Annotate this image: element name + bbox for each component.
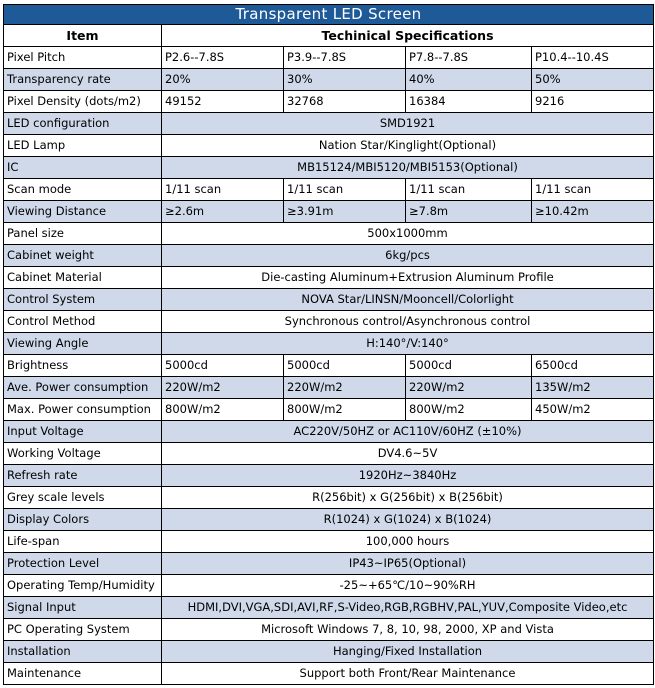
row-value: NOVA Star/LINSN/Mooncell/Colorlight <box>162 289 654 311</box>
row-value: 5000cd <box>406 355 532 377</box>
row-value: 49152 <box>162 91 284 113</box>
row-value: 800W/m2 <box>406 399 532 421</box>
row-value: 1920Hz~3840Hz <box>162 465 654 487</box>
row-label: Ave. Power consumption <box>4 377 162 399</box>
row-value: 220W/m2 <box>406 377 532 399</box>
table-row <box>4 487 654 509</box>
row-value: ≥10.42m <box>532 201 654 223</box>
table-row <box>4 47 654 69</box>
row-label: LED configuration <box>4 113 162 135</box>
row-value: Hanging/Fixed Installation <box>162 641 654 663</box>
table-row <box>4 267 654 289</box>
row-value: 5000cd <box>162 355 284 377</box>
header-row <box>4 25 654 47</box>
row-label: Max. Power consumption <box>4 399 162 421</box>
row-label: Protection Level <box>4 553 162 575</box>
table-row <box>4 597 654 619</box>
table-row <box>4 399 654 421</box>
row-value: 1/11 scan <box>162 179 284 201</box>
table-row <box>4 575 654 597</box>
row-value: 1/11 scan <box>284 179 406 201</box>
table-row <box>4 531 654 553</box>
row-value: AC220V/50HZ or AC110V/60HZ (±10%) <box>162 421 654 443</box>
row-value: ≥7.8m <box>406 201 532 223</box>
table-row <box>4 443 654 465</box>
row-value: 6kg/pcs <box>162 245 654 267</box>
row-label: Display Colors <box>4 509 162 531</box>
row-label: Cabinet weight <box>4 245 162 267</box>
row-label: Maintenance <box>4 663 162 685</box>
table-row <box>4 179 654 201</box>
table-row <box>4 355 654 377</box>
row-value: 1/11 scan <box>406 179 532 201</box>
row-label: Refresh rate <box>4 465 162 487</box>
table-row <box>4 421 654 443</box>
table-row <box>4 113 654 135</box>
table-row <box>4 289 654 311</box>
row-label: Transparency rate <box>4 69 162 91</box>
row-value: SMD1921 <box>162 113 654 135</box>
spec-sheet <box>3 4 653 685</box>
title-row <box>4 5 654 25</box>
row-value: 800W/m2 <box>162 399 284 421</box>
row-value: 16384 <box>406 91 532 113</box>
row-value: ≥3.91m <box>284 201 406 223</box>
row-value: 220W/m2 <box>284 377 406 399</box>
row-value: 500x1000mm <box>162 223 654 245</box>
row-value: 32768 <box>284 91 406 113</box>
row-value: P7.8--7.8S <box>406 47 532 69</box>
row-label: Brightness <box>4 355 162 377</box>
row-label: Viewing Angle <box>4 333 162 355</box>
row-value: Die-casting Aluminum+Extrusion Aluminum Profile <box>162 267 654 289</box>
row-value: MB15124/MBI5120/MBI5153(Optional) <box>162 157 654 179</box>
table-row <box>4 619 654 641</box>
row-label: LED Lamp <box>4 135 162 157</box>
table-row <box>4 69 654 91</box>
row-value: Support both Front/Rear Maintenance <box>162 663 654 685</box>
row-value: IP43~IP65(Optional) <box>162 553 654 575</box>
row-value: R(1024) x G(1024) x B(1024) <box>162 509 654 531</box>
table-row <box>4 91 654 113</box>
row-value: 450W/m2 <box>532 399 654 421</box>
row-label: Viewing Distance <box>4 201 162 223</box>
row-value: 1/11 scan <box>532 179 654 201</box>
table-row <box>4 311 654 333</box>
row-value: 40% <box>406 69 532 91</box>
row-value: P2.6--7.8S <box>162 47 284 69</box>
row-value: Microsoft Windows 7, 8, 10, 98, 2000, XP and Vista <box>162 619 654 641</box>
row-label: Grey scale levels <box>4 487 162 509</box>
row-value: 9216 <box>532 91 654 113</box>
row-value: P10.4--10.4S <box>532 47 654 69</box>
item-column-header: Item <box>4 25 162 47</box>
row-label: PC Operating System <box>4 619 162 641</box>
row-value: Nation Star/Kinglight(Optional) <box>162 135 654 157</box>
row-value: 220W/m2 <box>162 377 284 399</box>
row-label: Panel size <box>4 223 162 245</box>
row-label: Control Method <box>4 311 162 333</box>
table-row <box>4 641 654 663</box>
row-label: Pixel Density (dots/m2) <box>4 91 162 113</box>
row-label: Life-span <box>4 531 162 553</box>
row-value: Synchronous control/Asynchronous control <box>162 311 654 333</box>
row-label: IC <box>4 157 162 179</box>
row-label: Control System <box>4 289 162 311</box>
spec-table <box>3 4 654 685</box>
row-value: 20% <box>162 69 284 91</box>
row-label: Scan mode <box>4 179 162 201</box>
row-label: Input Voltage <box>4 421 162 443</box>
row-label: Pixel Pitch <box>4 47 162 69</box>
table-row <box>4 157 654 179</box>
table-row <box>4 465 654 487</box>
row-value: HDMI,DVI,VGA,SDI,AVI,RF,S-Video,RGB,RGBHV,PAL,YUV,Composite Video,etc <box>162 597 654 619</box>
table-row <box>4 333 654 355</box>
row-label: Operating Temp/Humidity <box>4 575 162 597</box>
row-value: 100,000 hours <box>162 531 654 553</box>
row-value: 800W/m2 <box>284 399 406 421</box>
table-row <box>4 509 654 531</box>
table-row <box>4 223 654 245</box>
row-value: 30% <box>284 69 406 91</box>
row-value: -25~+65℃/10~90%RH <box>162 575 654 597</box>
table-row <box>4 377 654 399</box>
row-value: 135W/m2 <box>532 377 654 399</box>
row-label: Installation <box>4 641 162 663</box>
row-value: H:140°/V:140° <box>162 333 654 355</box>
row-value: ≥2.6m <box>162 201 284 223</box>
table-row <box>4 553 654 575</box>
row-value: DV4.6~5V <box>162 443 654 465</box>
row-value: 50% <box>532 69 654 91</box>
row-value: 6500cd <box>532 355 654 377</box>
table-row <box>4 245 654 267</box>
row-label: Cabinet Material <box>4 267 162 289</box>
row-label: Signal Input <box>4 597 162 619</box>
table-row <box>4 135 654 157</box>
specs-column-header: Techinical Specifications <box>162 25 654 47</box>
row-value: 5000cd <box>284 355 406 377</box>
table-title: Transparent LED Screen <box>4 5 654 25</box>
table-row <box>4 201 654 223</box>
row-label: Working Voltage <box>4 443 162 465</box>
row-value: P3.9--7.8S <box>284 47 406 69</box>
table-row <box>4 663 654 685</box>
row-value: R(256bit) x G(256bit) x B(256bit) <box>162 487 654 509</box>
